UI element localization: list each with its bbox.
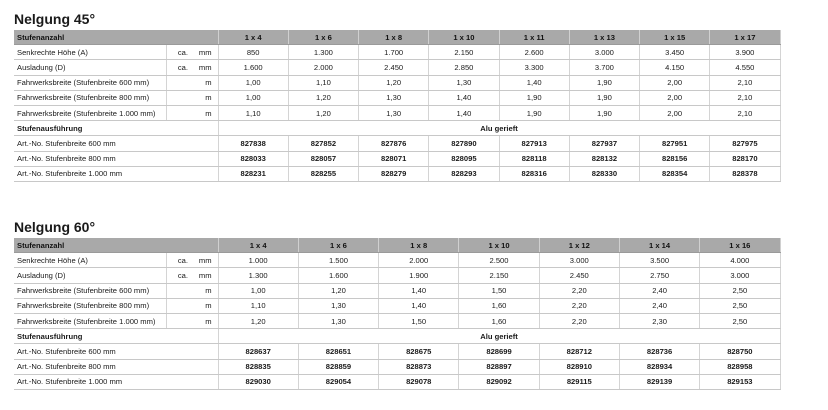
table-cell: 3.900 [710, 45, 780, 60]
table-row [14, 313, 780, 328]
header-label: Stufenanzahl [14, 30, 218, 45]
table-cell: 2,10 [710, 75, 780, 90]
table-cell: 4.000 [700, 253, 780, 268]
column-header: 1 x 6 [288, 30, 358, 45]
section-neigung-60 [14, 208, 780, 390]
table-cell: 3.000 [700, 268, 780, 283]
table-row [14, 45, 780, 60]
table-cell: 1,90 [569, 75, 639, 90]
table-cell: 1,00 [218, 283, 298, 298]
article-number: 828750 [700, 344, 780, 359]
table-cell: 3.000 [569, 45, 639, 60]
table-cell: 2,20 [539, 283, 619, 298]
table-row [14, 268, 780, 283]
article-number: 828255 [288, 166, 358, 181]
table-cell: 2.150 [459, 268, 539, 283]
article-number: 828958 [700, 359, 780, 374]
table-cell: 1,10 [288, 75, 358, 90]
table-cell: 1,40 [499, 75, 569, 90]
row-label: Stufenausführung [14, 329, 218, 344]
table-row [14, 253, 780, 268]
table-row [14, 283, 780, 298]
table-cell: 2,00 [640, 105, 710, 120]
article-number: 827913 [499, 136, 569, 151]
table-row [14, 75, 780, 90]
table-cell: 1,00 [218, 75, 288, 90]
article-number: 828156 [640, 151, 710, 166]
unit-label: mm [194, 253, 218, 268]
column-header: 1 x 4 [218, 238, 298, 253]
table-cell: 1,60 [459, 298, 539, 313]
section-neigung-45 [14, 0, 780, 182]
article-number: 828859 [298, 359, 378, 374]
table-cell: 1.700 [359, 45, 429, 60]
article-number: 828651 [298, 344, 378, 359]
column-header: 1 x 13 [569, 30, 639, 45]
unit-label: m [194, 75, 218, 90]
unit-label: m [194, 298, 218, 313]
table-cell: 1,40 [379, 298, 459, 313]
row-label: Art.-No. Stufenbreite 800 mm [14, 151, 218, 166]
column-header: 1 x 12 [539, 238, 619, 253]
article-number: 827951 [640, 136, 710, 151]
table-cell: 1,90 [569, 90, 639, 105]
table-cell: 4.550 [710, 60, 780, 75]
row-label: Art.-No. Stufenbreite 800 mm [14, 359, 218, 374]
table-cell: 1,40 [379, 283, 459, 298]
article-number: 829115 [539, 374, 619, 389]
article-number: 827975 [710, 136, 780, 151]
article-number: 828057 [288, 151, 358, 166]
row-label: Stufenausführung [14, 121, 218, 136]
article-number: 828712 [539, 344, 619, 359]
article-number: 828699 [459, 344, 539, 359]
table-cell: 1.300 [288, 45, 358, 60]
column-header: 1 x 10 [429, 30, 499, 45]
table-cell: 3.000 [539, 253, 619, 268]
approx-marker: ca. [166, 45, 194, 60]
table-cell: 1,20 [298, 283, 378, 298]
table-cell: 2.000 [379, 253, 459, 268]
article-number: 828231 [218, 166, 288, 181]
table-cell: 1,50 [379, 313, 459, 328]
header-label: Stufenanzahl [14, 238, 218, 253]
table-cell: 2.000 [288, 60, 358, 75]
article-number: 828873 [379, 359, 459, 374]
row-label: Senkrechte Höhe (A) [14, 253, 166, 268]
table-cell: 1,90 [499, 105, 569, 120]
table-cell: 2.850 [429, 60, 499, 75]
row-label: Fahrwerksbreite (Stufenbreite 600 mm) [14, 283, 166, 298]
table-header-row [14, 30, 780, 45]
table-cell: 3.700 [569, 60, 639, 75]
table-cell: 2,40 [619, 298, 699, 313]
article-number: 828637 [218, 344, 298, 359]
table-cell: 2.500 [459, 253, 539, 268]
article-number: 828330 [569, 166, 639, 181]
approx-marker: ca. [166, 268, 194, 283]
table-cell: 2,20 [539, 298, 619, 313]
table-cell: 850 [218, 45, 288, 60]
row-label: Ausladung (D) [14, 268, 166, 283]
table-cell: 1,00 [218, 90, 288, 105]
approx-marker [166, 105, 194, 120]
article-number: 829153 [700, 374, 780, 389]
table-cell: 2,50 [700, 283, 780, 298]
approx-marker [166, 283, 194, 298]
unit-label: m [194, 313, 218, 328]
row-label: Art.-No. Stufenbreite 600 mm [14, 344, 218, 359]
table-row [14, 344, 780, 359]
table-cell: 1,30 [359, 105, 429, 120]
table-cell: 1,20 [218, 313, 298, 328]
article-number: 828279 [359, 166, 429, 181]
column-header: 1 x 17 [710, 30, 780, 45]
column-header: 1 x 16 [700, 238, 780, 253]
article-number: 828170 [710, 151, 780, 166]
article-number: 828071 [359, 151, 429, 166]
article-number: 828033 [218, 151, 288, 166]
table-cell: 1,20 [359, 75, 429, 90]
table-cell: 1,90 [499, 90, 569, 105]
spec-table [14, 30, 781, 182]
column-header: 1 x 8 [359, 30, 429, 45]
table-cell: 1.000 [218, 253, 298, 268]
table-row [14, 166, 780, 181]
table-row [14, 298, 780, 313]
article-number: 828675 [379, 344, 459, 359]
table-row [14, 121, 780, 136]
article-number: 827890 [429, 136, 499, 151]
table-cell: 2,50 [700, 298, 780, 313]
article-number: 827852 [288, 136, 358, 151]
column-header: 1 x 15 [640, 30, 710, 45]
table-cell: 2.450 [359, 60, 429, 75]
approx-marker: ca. [166, 253, 194, 268]
row-label: Fahrwerksbreite (Stufenbreite 800 mm) [14, 90, 166, 105]
table-cell: 1,30 [298, 313, 378, 328]
article-number: 828293 [429, 166, 499, 181]
article-number: 828378 [710, 166, 780, 181]
table-row [14, 60, 780, 75]
row-label: Fahrwerksbreite (Stufenbreite 1.000 mm) [14, 105, 166, 120]
approx-marker [166, 313, 194, 328]
table-row [14, 359, 780, 374]
article-number: 827937 [569, 136, 639, 151]
table-cell: 1.500 [298, 253, 378, 268]
column-header: 1 x 11 [499, 30, 569, 45]
table-cell: 1,10 [218, 105, 288, 120]
column-header: 1 x 14 [619, 238, 699, 253]
table-cell: 1,40 [429, 105, 499, 120]
table-cell: 3.450 [640, 45, 710, 60]
article-number: 829054 [298, 374, 378, 389]
article-number: 828316 [499, 166, 569, 181]
approx-marker [166, 298, 194, 313]
unit-label: mm [194, 268, 218, 283]
row-label: Senkrechte Höhe (A) [14, 45, 166, 60]
table-cell: 1.300 [218, 268, 298, 283]
row-label: Fahrwerksbreite (Stufenbreite 1.000 mm) [14, 313, 166, 328]
material-value: Alu gerieft [218, 329, 780, 344]
column-header: 1 x 4 [218, 30, 288, 45]
row-label: Art.-No. Stufenbreite 1.000 mm [14, 166, 218, 181]
table-cell: 2,40 [619, 283, 699, 298]
row-label: Ausladung (D) [14, 60, 166, 75]
section-title: Nelgung 60° [14, 219, 96, 235]
article-number: 829030 [218, 374, 298, 389]
table-cell: 1,10 [218, 298, 298, 313]
table-cell: 2.600 [499, 45, 569, 60]
article-number: 828736 [619, 344, 699, 359]
article-number: 828118 [499, 151, 569, 166]
table-cell: 1.600 [218, 60, 288, 75]
unit-label: mm [194, 60, 218, 75]
approx-marker: ca. [166, 60, 194, 75]
article-number: 828095 [429, 151, 499, 166]
row-label: Art.-No. Stufenbreite 600 mm [14, 136, 218, 151]
article-number: 829078 [379, 374, 459, 389]
table-cell: 1,40 [429, 90, 499, 105]
table-cell: 2.750 [619, 268, 699, 283]
table-row [14, 151, 780, 166]
table-row [14, 105, 780, 120]
table-cell: 2,10 [710, 105, 780, 120]
article-number: 828132 [569, 151, 639, 166]
row-label: Art.-No. Stufenbreite 1.000 mm [14, 374, 218, 389]
article-number: 828835 [218, 359, 298, 374]
table-cell: 1,20 [288, 90, 358, 105]
spec-table [14, 238, 781, 390]
table-row [14, 90, 780, 105]
table-cell: 1,30 [298, 298, 378, 313]
table-cell: 1.900 [379, 268, 459, 283]
article-number: 827876 [359, 136, 429, 151]
table-cell: 2,00 [640, 90, 710, 105]
table-cell: 2.150 [429, 45, 499, 60]
table-cell: 1,20 [288, 105, 358, 120]
article-number: 828897 [459, 359, 539, 374]
column-header: 1 x 8 [379, 238, 459, 253]
table-row [14, 329, 780, 344]
article-number: 828910 [539, 359, 619, 374]
table-header-row [14, 238, 780, 253]
table-cell: 1,30 [429, 75, 499, 90]
table-cell: 2.450 [539, 268, 619, 283]
article-number: 828934 [619, 359, 699, 374]
article-number: 828354 [640, 166, 710, 181]
table-cell: 1,50 [459, 283, 539, 298]
article-number: 829092 [459, 374, 539, 389]
unit-label: m [194, 105, 218, 120]
row-label: Fahrwerksbreite (Stufenbreite 600 mm) [14, 75, 166, 90]
article-number: 827838 [218, 136, 288, 151]
row-label: Fahrwerksbreite (Stufenbreite 800 mm) [14, 298, 166, 313]
unit-label: m [194, 283, 218, 298]
approx-marker [166, 75, 194, 90]
table-cell: 1.600 [298, 268, 378, 283]
table-cell: 2,10 [710, 90, 780, 105]
unit-label: mm [194, 45, 218, 60]
section-title: Nelgung 45° [14, 11, 96, 27]
table-cell: 3.500 [619, 253, 699, 268]
table-cell: 3.300 [499, 60, 569, 75]
table-cell: 1,60 [459, 313, 539, 328]
article-number: 829139 [619, 374, 699, 389]
table-row [14, 136, 780, 151]
column-header: 1 x 10 [459, 238, 539, 253]
table-cell: 4.150 [640, 60, 710, 75]
table-cell: 1,90 [569, 105, 639, 120]
table-cell: 1,30 [359, 90, 429, 105]
table-cell: 2,00 [640, 75, 710, 90]
column-header: 1 x 6 [298, 238, 378, 253]
unit-label: m [194, 90, 218, 105]
table-cell: 2,50 [700, 313, 780, 328]
material-value: Alu gerieft [218, 121, 780, 136]
approx-marker [166, 90, 194, 105]
table-row [14, 374, 780, 389]
table-cell: 2,20 [539, 313, 619, 328]
table-cell: 2,30 [619, 313, 699, 328]
